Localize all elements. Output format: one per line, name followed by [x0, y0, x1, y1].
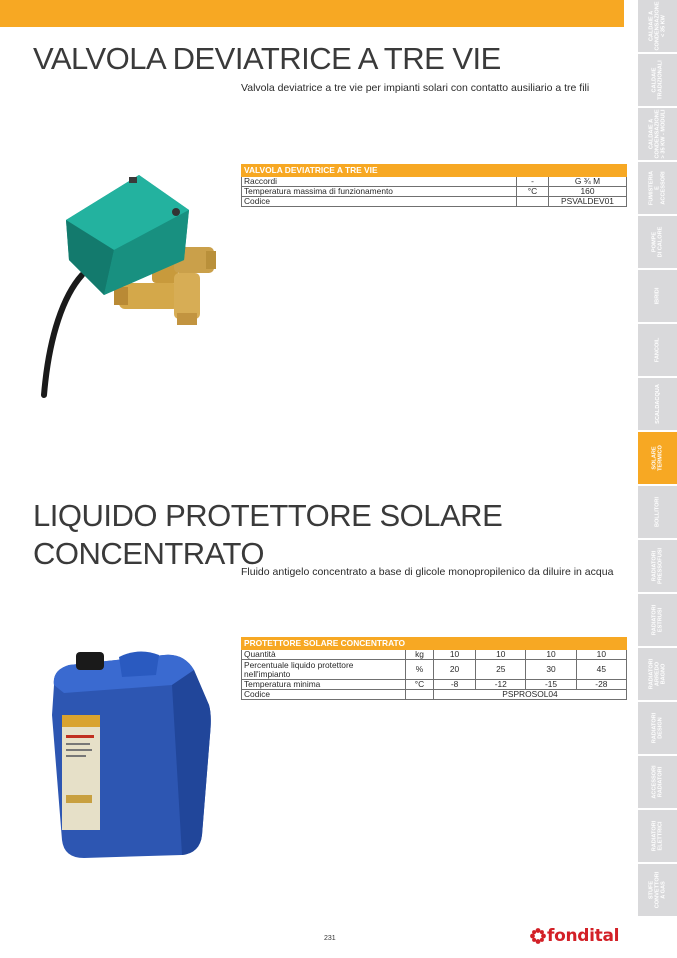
sidebar-tab-pompe-calore[interactable]: POMPE DI CALORE [638, 216, 677, 270]
valve-table-header: VALVOLA DEVIATRICE A TRE VIE [242, 165, 627, 177]
sidebar-tab-bollitori[interactable]: BOLLITORI [638, 486, 677, 540]
sidebar-tab-accessori-radiatori[interactable]: ACCESSORI RADIATORI [638, 756, 677, 810]
section1-title: VALVOLA DEVIATRICE A TRE VIE [33, 41, 501, 76]
sidebar-tab-caldaie-tradizionali[interactable]: CALDAIE TRADIZIONALI [638, 54, 677, 108]
liquid-spec-table [241, 637, 627, 700]
sidebar-tab-stufe-convettori[interactable]: STUFE CONVETTORI A GAS [638, 864, 677, 918]
section1-subtitle: Valvola deviatrice a tre vie per impianti solari con contatto ausiliario a tre fili [241, 82, 590, 94]
three-way-valve-image [34, 165, 224, 400]
top-accent-bar [0, 0, 624, 27]
sidebar-tab-fancoil[interactable]: FANCOIL [638, 324, 677, 378]
sidebar-tab-caldaie-condensazione[interactable]: CALDAIE A CONDENSAZIONE < 35 KW [638, 0, 677, 54]
sidebar-tab-radiatori-elettrici[interactable]: RADIATORI ELETTRICI [638, 810, 677, 864]
sidebar-tab-radiatori-design[interactable]: RADIATORI DESIGN [638, 702, 677, 756]
sidebar-tab-fumisteria[interactable]: FUMISTERIA E ACCESSORI [638, 162, 677, 216]
section2-title-line2: CONCENTRATO [33, 536, 265, 571]
flower-icon [529, 927, 547, 945]
sidebar-tab-ibridi[interactable]: IBRIDI [638, 270, 677, 324]
page-number: 231 [324, 935, 336, 942]
sidebar-tab-caldaie-moduli[interactable]: CALDAIE A CONDENSAZIONE > 35 KW - MODULI [638, 108, 677, 162]
sidebar-tab-solare-termico[interactable]: SOLARE TERMICO [638, 432, 677, 486]
sidebar-tab-radiatori-arredo-bagno[interactable]: RADIATORI ARREDO BAGNO [638, 648, 677, 702]
category-sidebar [624, 0, 677, 918]
table-header-row [242, 638, 627, 650]
table-row: Codice PSVALDEV01 [242, 197, 627, 207]
sidebar-tab-radiatori-estrusi[interactable]: RADIATORI ESTRUSI [638, 594, 677, 648]
table-row: Quantità kg 10 10 10 10 [242, 650, 627, 660]
valve-spec-table [241, 164, 627, 207]
sidebar-tab-radiatori-pressofusi[interactable]: RADIATORI PRESSOFUSI [638, 540, 677, 594]
jerrycan-image [44, 645, 214, 860]
brand-logo [529, 926, 619, 946]
sidebar-tab-scaldacqua[interactable]: SCALDACQUA [638, 378, 677, 432]
liquid-table-header: PROTETTORE SOLARE CONCENTRATO [242, 638, 627, 650]
table-row: Codice PSPROSOL04 [242, 690, 627, 700]
table-row: Raccordi - G ¾ M [242, 177, 627, 187]
section2-title-line1: LIQUIDO PROTETTORE SOLARE [33, 498, 503, 533]
brand-name: fondital [547, 926, 620, 946]
table-header-row [242, 165, 627, 177]
section2-subtitle: Fluido antigelo concentrato a base di glicole monopropilenico da diluire in acqua [241, 566, 614, 578]
table-row: Temperatura minima °C -8 -12 -15 -28 [242, 680, 627, 690]
table-row: Temperatura massima di funzionamento °C 160 [242, 187, 627, 197]
table-row: Percentuale liquido protettore nell'impianto % 20 25 30 45 [242, 660, 627, 680]
